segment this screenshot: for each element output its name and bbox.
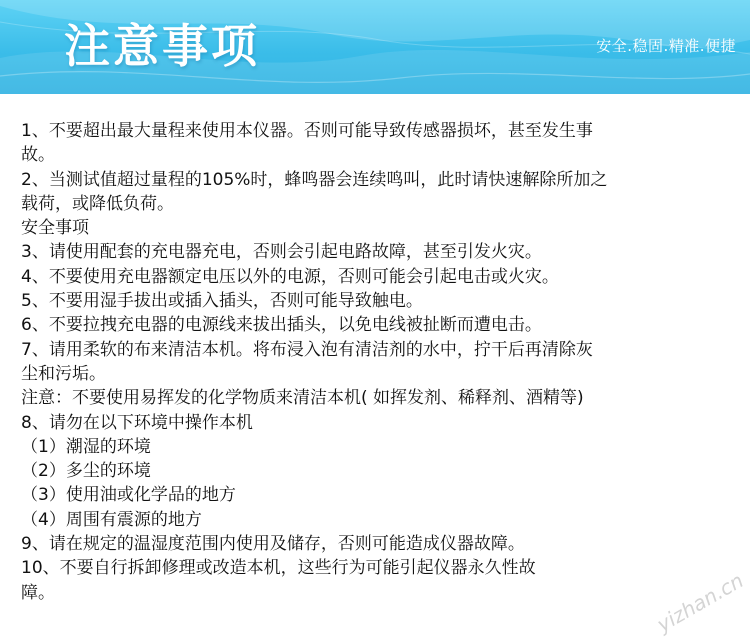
section-heading: 安全事项 xyxy=(21,218,89,239)
watermark: yizhan.cn xyxy=(653,568,748,637)
instruction-line: 5、不要用湿手拔出或插入插头，否则可能导致触电。 xyxy=(21,291,423,312)
instruction-line: 1、不要超出最大量程来使用本仪器。否则可能导致传感器损坏，甚至发生事 xyxy=(21,121,593,141)
header-tagline: 安全.稳固.精准.便捷 xyxy=(596,37,736,55)
instruction-line: 障。 xyxy=(21,582,55,603)
sub-item: （4）周围有震源的地方 xyxy=(21,509,202,530)
instruction-line: 6、不要拉拽充电器的电源线来拔出插头，以免电线被扯断而遭电击。 xyxy=(21,315,542,336)
sub-item: （3）使用油或化学品的地方 xyxy=(21,485,236,506)
instruction-line: 载荷，或降低负荷。 xyxy=(21,193,174,214)
instruction-line: 8、请勿在以下环境中操作本机 xyxy=(21,412,253,433)
header-banner xyxy=(0,0,750,94)
sub-item: （1）潮湿的环境 xyxy=(21,436,151,457)
sub-item: （2）多尘的环境 xyxy=(21,461,151,482)
instruction-line: 4、不要使用充电器额定电压以外的电源，否则可能会引起电击或火灾。 xyxy=(21,266,559,287)
instruction-line: 2、当测试值超过量程的105%时，蜂鸣器会连续鸣叫，此时请快速解除所加之 xyxy=(21,169,608,190)
instruction-line: 3、请使用配套的充电器充电，否则会引起电路故障，甚至引发火灾。 xyxy=(21,242,542,263)
instruction-line: 10、不要自行拆卸修理或改造本机，这些行为可能引起仪器永久性故 xyxy=(21,558,536,579)
note-line: 注意：不要使用易挥发的化学物质来清洁本机( 如挥发剂、稀释剂、酒精等) xyxy=(21,388,584,409)
page-title: 注意事项 xyxy=(64,19,260,73)
instruction-line: 7、请用柔软的布来清洁本机。将布浸入泡有清洁剂的水中，拧干后再清除灰 xyxy=(21,339,593,360)
instructions-body xyxy=(21,119,736,605)
instruction-line: 故。 xyxy=(21,145,55,166)
instruction-line: 9、请在规定的温湿度范围内使用及储存，否则可能造成仪器故障。 xyxy=(21,534,525,555)
instruction-line: 尘和污垢。 xyxy=(21,363,106,384)
